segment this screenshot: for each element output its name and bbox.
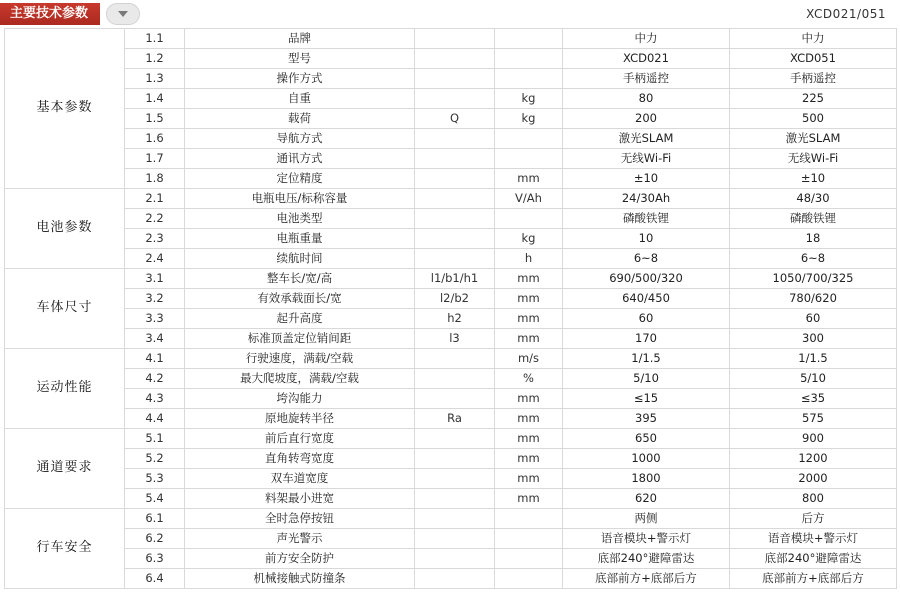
page-header xyxy=(0,0,900,28)
row-index: 6.1 xyxy=(125,509,185,529)
row-value-model1: 80 xyxy=(563,89,730,109)
row-unit xyxy=(495,209,563,229)
row-name: 行驶速度，满载/空载 xyxy=(185,349,415,369)
row-symbol xyxy=(415,129,495,149)
row-name: 导航方式 xyxy=(185,129,415,149)
table-row xyxy=(5,529,897,549)
row-symbol xyxy=(415,229,495,249)
row-unit xyxy=(495,129,563,149)
table-row xyxy=(5,329,897,349)
row-value-model2: XCD051 xyxy=(730,49,897,69)
table-row xyxy=(5,209,897,229)
row-symbol xyxy=(415,549,495,569)
table-row xyxy=(5,169,897,189)
table-row xyxy=(5,29,897,49)
row-index: 1.5 xyxy=(125,109,185,129)
row-value-model1: XCD021 xyxy=(563,49,730,69)
row-value-model2: 5/10 xyxy=(730,369,897,389)
row-unit xyxy=(495,529,563,549)
row-value-model2: 18 xyxy=(730,229,897,249)
row-unit: mm xyxy=(495,269,563,289)
row-name: 型号 xyxy=(185,49,415,69)
row-index: 4.3 xyxy=(125,389,185,409)
row-value-model1: 磷酸铁锂 xyxy=(563,209,730,229)
row-name: 起升高度 xyxy=(185,309,415,329)
row-name: 垮沟能力 xyxy=(185,389,415,409)
row-index: 1.8 xyxy=(125,169,185,189)
row-name: 前方安全防护 xyxy=(185,549,415,569)
row-value-model1: 690/500/320 xyxy=(563,269,730,289)
row-name: 定位精度 xyxy=(185,169,415,189)
row-name: 声光警示 xyxy=(185,529,415,549)
chevron-down-icon xyxy=(118,11,128,17)
row-value-model2: 1050/700/325 xyxy=(730,269,897,289)
row-symbol xyxy=(415,509,495,529)
row-symbol xyxy=(415,49,495,69)
row-symbol xyxy=(415,189,495,209)
row-index: 5.1 xyxy=(125,429,185,449)
row-symbol xyxy=(415,169,495,189)
row-symbol: l2/b2 xyxy=(415,289,495,309)
row-name: 载荷 xyxy=(185,109,415,129)
row-unit: mm xyxy=(495,389,563,409)
row-value-model2: 780/620 xyxy=(730,289,897,309)
row-value-model1: 底部前方+底部后方 xyxy=(563,569,730,589)
row-value-model2: ±10 xyxy=(730,169,897,189)
row-value-model2: 900 xyxy=(730,429,897,449)
row-name: 全时急停按钮 xyxy=(185,509,415,529)
row-index: 6.2 xyxy=(125,529,185,549)
row-value-model2: 中力 xyxy=(730,29,897,49)
row-value-model1: 200 xyxy=(563,109,730,129)
row-name: 机械接触式防撞条 xyxy=(185,569,415,589)
row-name: 最大爬坡度，满载/空载 xyxy=(185,369,415,389)
row-name: 直角转弯宽度 xyxy=(185,449,415,469)
row-index: 6.4 xyxy=(125,569,185,589)
row-value-model2: 500 xyxy=(730,109,897,129)
row-value-model1: 激光SLAM xyxy=(563,129,730,149)
row-symbol: h2 xyxy=(415,309,495,329)
row-unit: mm xyxy=(495,329,563,349)
row-unit: V/Ah xyxy=(495,189,563,209)
row-value-model1: 1800 xyxy=(563,469,730,489)
row-index: 5.3 xyxy=(125,469,185,489)
row-unit: kg xyxy=(495,229,563,249)
row-index: 1.3 xyxy=(125,69,185,89)
table-row xyxy=(5,409,897,429)
row-symbol: l3 xyxy=(415,329,495,349)
row-index: 5.2 xyxy=(125,449,185,469)
table-row xyxy=(5,269,897,289)
table-row xyxy=(5,489,897,509)
table-row xyxy=(5,149,897,169)
row-value-model1: 6~8 xyxy=(563,249,730,269)
row-index: 1.6 xyxy=(125,129,185,149)
row-symbol xyxy=(415,529,495,549)
row-value-model1: 640/450 xyxy=(563,289,730,309)
row-symbol: Q xyxy=(415,109,495,129)
row-index: 4.1 xyxy=(125,349,185,369)
row-index: 3.3 xyxy=(125,309,185,329)
row-unit xyxy=(495,49,563,69)
row-symbol xyxy=(415,449,495,469)
row-name: 通讯方式 xyxy=(185,149,415,169)
row-value-model1: 底部240°避障雷达 xyxy=(563,549,730,569)
row-value-model2: 48/30 xyxy=(730,189,897,209)
row-value-model2: 手柄遥控 xyxy=(730,69,897,89)
row-unit: kg xyxy=(495,89,563,109)
row-unit: % xyxy=(495,369,563,389)
row-value-model1: 中力 xyxy=(563,29,730,49)
section-title-tag xyxy=(0,3,100,25)
row-name: 前后直行宽度 xyxy=(185,429,415,449)
row-value-model2: 磷酸铁锂 xyxy=(730,209,897,229)
row-value-model2: 1200 xyxy=(730,449,897,469)
row-index: 3.2 xyxy=(125,289,185,309)
row-name: 原地旋转半径 xyxy=(185,409,415,429)
table-row xyxy=(5,549,897,569)
row-symbol xyxy=(415,69,495,89)
row-index: 2.1 xyxy=(125,189,185,209)
row-unit xyxy=(495,569,563,589)
model-code-label: XCD021/051 xyxy=(806,7,886,21)
row-index: 1.1 xyxy=(125,29,185,49)
row-symbol: l1/b1/h1 xyxy=(415,269,495,289)
row-value-model1: 395 xyxy=(563,409,730,429)
row-unit xyxy=(495,549,563,569)
page-title: 主要技术参数 xyxy=(10,6,89,21)
table-row xyxy=(5,369,897,389)
section-dropdown-button[interactable] xyxy=(106,3,140,25)
table-row xyxy=(5,49,897,69)
row-value-model2: 2000 xyxy=(730,469,897,489)
row-value-model2: ≤35 xyxy=(730,389,897,409)
row-unit: m/s xyxy=(495,349,563,369)
row-value-model1: 620 xyxy=(563,489,730,509)
row-name: 双车道宽度 xyxy=(185,469,415,489)
row-value-model1: 1000 xyxy=(563,449,730,469)
row-value-model1: 5/10 xyxy=(563,369,730,389)
row-name: 整车长/宽/高 xyxy=(185,269,415,289)
row-value-model1: 170 xyxy=(563,329,730,349)
group-label: 电池参数 xyxy=(5,189,125,269)
row-name: 电瓶重量 xyxy=(185,229,415,249)
row-symbol xyxy=(415,369,495,389)
table-row xyxy=(5,569,897,589)
row-name: 有效承载面长/宽 xyxy=(185,289,415,309)
row-unit xyxy=(495,509,563,529)
row-value-model1: 手柄遥控 xyxy=(563,69,730,89)
row-index: 4.4 xyxy=(125,409,185,429)
row-value-model2: 300 xyxy=(730,329,897,349)
table-row xyxy=(5,289,897,309)
row-name: 操作方式 xyxy=(185,69,415,89)
row-symbol xyxy=(415,429,495,449)
group-label: 车体尺寸 xyxy=(5,269,125,349)
row-value-model1: 10 xyxy=(563,229,730,249)
row-index: 3.1 xyxy=(125,269,185,289)
table-row xyxy=(5,309,897,329)
row-symbol xyxy=(415,29,495,49)
row-index: 2.3 xyxy=(125,229,185,249)
row-index: 1.7 xyxy=(125,149,185,169)
table-row xyxy=(5,429,897,449)
group-label: 行车安全 xyxy=(5,509,125,589)
row-value-model2: 无线Wi-Fi xyxy=(730,149,897,169)
row-value-model2: 6~8 xyxy=(730,249,897,269)
row-value-model2: 575 xyxy=(730,409,897,429)
table-row xyxy=(5,89,897,109)
row-name: 电瓶电压/标称容量 xyxy=(185,189,415,209)
row-value-model2: 800 xyxy=(730,489,897,509)
row-unit: mm xyxy=(495,169,563,189)
row-value-model2: 60 xyxy=(730,309,897,329)
row-unit: mm xyxy=(495,469,563,489)
row-unit: mm xyxy=(495,489,563,509)
row-index: 5.4 xyxy=(125,489,185,509)
row-value-model1: 语音模块+警示灯 xyxy=(563,529,730,549)
row-value-model1: 两侧 xyxy=(563,509,730,529)
row-unit: mm xyxy=(495,289,563,309)
table-row xyxy=(5,129,897,149)
row-index: 1.4 xyxy=(125,89,185,109)
row-index: 2.2 xyxy=(125,209,185,229)
row-index: 1.2 xyxy=(125,49,185,69)
row-value-model1: 60 xyxy=(563,309,730,329)
row-value-model1: 无线Wi-Fi xyxy=(563,149,730,169)
row-value-model2: 底部前方+底部后方 xyxy=(730,569,897,589)
row-index: 6.3 xyxy=(125,549,185,569)
row-index: 3.4 xyxy=(125,329,185,349)
row-name: 品牌 xyxy=(185,29,415,49)
row-symbol xyxy=(415,569,495,589)
spec-table-container xyxy=(0,28,900,589)
row-unit: kg xyxy=(495,109,563,129)
row-name: 电池类型 xyxy=(185,209,415,229)
row-symbol xyxy=(415,89,495,109)
row-symbol xyxy=(415,249,495,269)
row-value-model1: 24/30Ah xyxy=(563,189,730,209)
row-symbol xyxy=(415,489,495,509)
row-value-model2: 225 xyxy=(730,89,897,109)
row-unit: mm xyxy=(495,409,563,429)
row-symbol xyxy=(415,469,495,489)
row-value-model2: 后方 xyxy=(730,509,897,529)
table-row xyxy=(5,229,897,249)
table-row xyxy=(5,389,897,409)
row-symbol xyxy=(415,149,495,169)
row-value-model1: ±10 xyxy=(563,169,730,189)
row-index: 4.2 xyxy=(125,369,185,389)
row-symbol: Ra xyxy=(415,409,495,429)
row-symbol xyxy=(415,389,495,409)
row-name: 标准顶盖定位销间距 xyxy=(185,329,415,349)
table-row xyxy=(5,249,897,269)
table-row xyxy=(5,349,897,369)
table-row xyxy=(5,449,897,469)
row-unit xyxy=(495,149,563,169)
table-row xyxy=(5,469,897,489)
row-symbol xyxy=(415,209,495,229)
row-unit: h xyxy=(495,249,563,269)
table-row xyxy=(5,189,897,209)
row-index: 2.4 xyxy=(125,249,185,269)
row-value-model2: 语音模块+警示灯 xyxy=(730,529,897,549)
row-value-model1: 650 xyxy=(563,429,730,449)
row-value-model1: ≤15 xyxy=(563,389,730,409)
group-label: 基本参数 xyxy=(5,29,125,189)
table-row xyxy=(5,69,897,89)
row-unit: mm xyxy=(495,429,563,449)
row-name: 续航时间 xyxy=(185,249,415,269)
row-value-model2: 底部240°避障雷达 xyxy=(730,549,897,569)
row-name: 自重 xyxy=(185,89,415,109)
row-name: 料架最小进宽 xyxy=(185,489,415,509)
group-label: 通道要求 xyxy=(5,429,125,509)
table-row xyxy=(5,109,897,129)
row-unit xyxy=(495,29,563,49)
row-unit: mm xyxy=(495,309,563,329)
group-label: 运动性能 xyxy=(5,349,125,429)
row-value-model1: 1/1.5 xyxy=(563,349,730,369)
row-unit xyxy=(495,69,563,89)
row-symbol xyxy=(415,349,495,369)
row-value-model2: 激光SLAM xyxy=(730,129,897,149)
table-row xyxy=(5,509,897,529)
spec-table xyxy=(4,28,897,589)
row-value-model2: 1/1.5 xyxy=(730,349,897,369)
row-unit: mm xyxy=(495,449,563,469)
